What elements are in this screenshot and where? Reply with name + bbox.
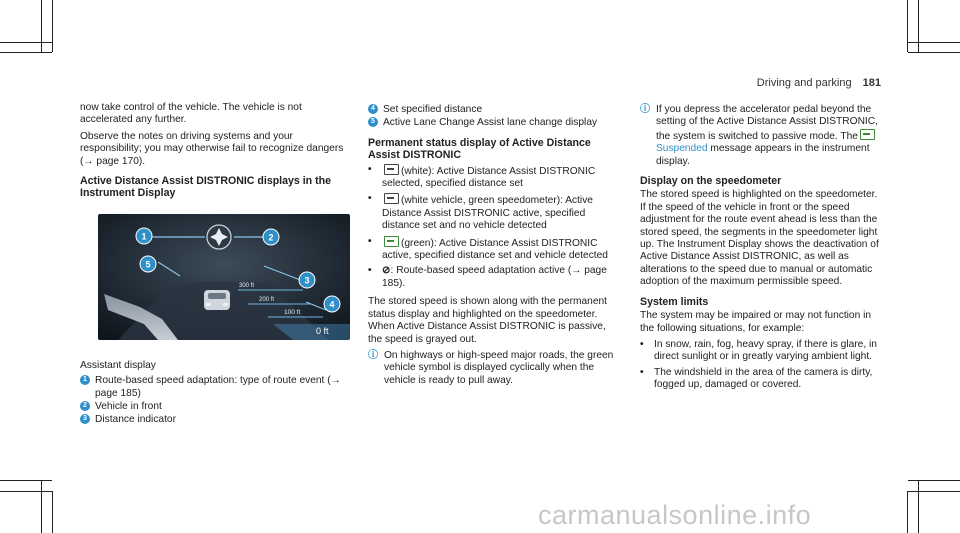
bullet-item: • The windshield in the area of the camera is dirty, fogged up, damaged or covered. [640,366,873,391]
svg-text:2: 2 [268,232,274,243]
assistant-display-graphic [98,214,350,340]
list-item: 5 Active Lane Change Assist lane change display [368,117,616,129]
crop-mark [907,491,908,533]
number-badge: 5 [368,117,378,127]
crop-mark [0,42,52,43]
crop-mark [0,480,52,481]
watermark: carmanualsonline.info [538,500,812,530]
svg-text:4: 4 [329,299,335,310]
distance-label-0: 0 ft [316,325,329,336]
crop-mark [52,491,53,533]
crop-mark [908,52,960,53]
info-note: ⓘ On highways or high-speed major roads, the green vehicle symbol is displayed cyclically when the vehicle is ready to pull away. [368,349,614,386]
assistant-display-figure [98,214,350,340]
crop-mark [918,0,919,52]
crop-mark [41,480,42,533]
distance-label-100: 100 ft [284,308,301,316]
callout-2 [263,229,279,245]
list-item: 1 Route-based speed adaptation: type of route event (→ page 185) [80,375,350,400]
distronic-white-icon [384,164,399,175]
distronic-symbol-icon [207,225,231,249]
column-2 [368,104,616,387]
svg-text:5: 5 [145,259,151,270]
svg-text:1: 1 [141,231,147,242]
crop-mark [918,480,919,533]
list-item: 4 Set specified distance [368,104,616,116]
column-3 [640,104,884,395]
car-icon [204,290,230,310]
crop-mark [908,42,960,43]
distance-label-300: 300 ft [239,282,255,289]
bullet-item: • ⊘: Route-based speed adaptation active (→ page 185). [368,265,607,289]
callout-4 [324,296,340,312]
body-paragraph: The stored speed is shown along with the permanent status display and highlighted on the speedometer. When Active Distance Assist DISTRONIC is passive, the speed is grayed out. [368,296,607,345]
route-adaptation-icon: ⊘ [382,265,391,277]
section-heading: Display on the speedometer [640,175,782,188]
section-heading: Permanent status display of Active Distance Assist DISTRONIC [368,136,591,162]
crop-mark [52,0,53,52]
section-heading: System limits [640,295,709,308]
body-paragraph: The stored speed is highlighted on the speedometer. If the speed of the vehicle in front or the speed adjustment for the route event ahead is less than the stored speed, the segments in the speedometer light up. The Instrument Display shows the deactivation of Active Distance Assist DISTRONIC, as well as alterations to the speed due to manual or automatic adoption of the maximum permissible speed. [640,189,879,288]
crop-mark [908,491,960,492]
list-item: 3 Distance indicator [80,414,350,426]
distance-label-200: 200 ft [259,296,275,303]
section-title: Driving and parking [756,77,852,89]
callout-1 [136,228,152,244]
body-paragraph: The system may be impaired or may not function in the following situations, for example: [640,310,872,334]
crop-mark [0,491,52,492]
number-badge: 1 [80,375,90,385]
list-item: 2 Vehicle in front [80,401,350,413]
distronic-green-icon [384,236,399,247]
svg-text:3: 3 [304,275,310,286]
info-icon: ⓘ [368,349,379,361]
intro-paragraph: now take control of the vehicle. The vehicle is not accelerated any further. [80,102,302,126]
bullet-item: • In snow, rain, fog, heavy spray, if there is glare, in direct sunlight or in greatly varying ambient light. [640,338,877,363]
callout-5 [140,256,156,272]
bullet-item: • (white): Active Distance Assist DISTRONIC selected, specified distance set [368,163,596,190]
figure-caption: Assistant display [80,359,156,371]
intro-paragraph: Observe the notes on driving systems and your responsibility; you may otherwise fail to recognize dangers (→ page 170). [80,130,344,167]
distronic-white-icon [384,193,399,204]
info-icon: ⓘ [640,104,651,115]
suspended-status: Suspended [656,143,708,155]
info-note: ⓘ If you depress the accelerator pedal beyond the setting of the Active Distance Assist DISTRONIC, the system is switched to passive mode. TheSuspended message appears in the instrument display. [640,104,878,167]
number-badge: 3 [80,414,90,424]
page-number: 181 [862,77,881,89]
crop-mark [0,52,52,53]
column-1 [80,102,350,428]
callout-3 [299,272,315,288]
number-badge: 2 [80,401,90,411]
crop-mark [907,0,908,52]
crop-mark [41,0,42,52]
number-badge: 4 [368,104,378,114]
crop-mark [908,480,960,481]
running-header [757,77,881,89]
bullet-item: • (white vehicle, green speedometer): Active Distance Assist DISTRONIC active, specified distance set and no vehicle detected [368,193,593,232]
section-heading: Active Distance Assist DISTRONIC displays in the Instrument Display [80,175,331,200]
bullet-item: • (green): Active Distance Assist DISTRONIC active, specified distance set and vehicle detected [368,235,608,262]
distronic-green-icon [860,129,875,140]
